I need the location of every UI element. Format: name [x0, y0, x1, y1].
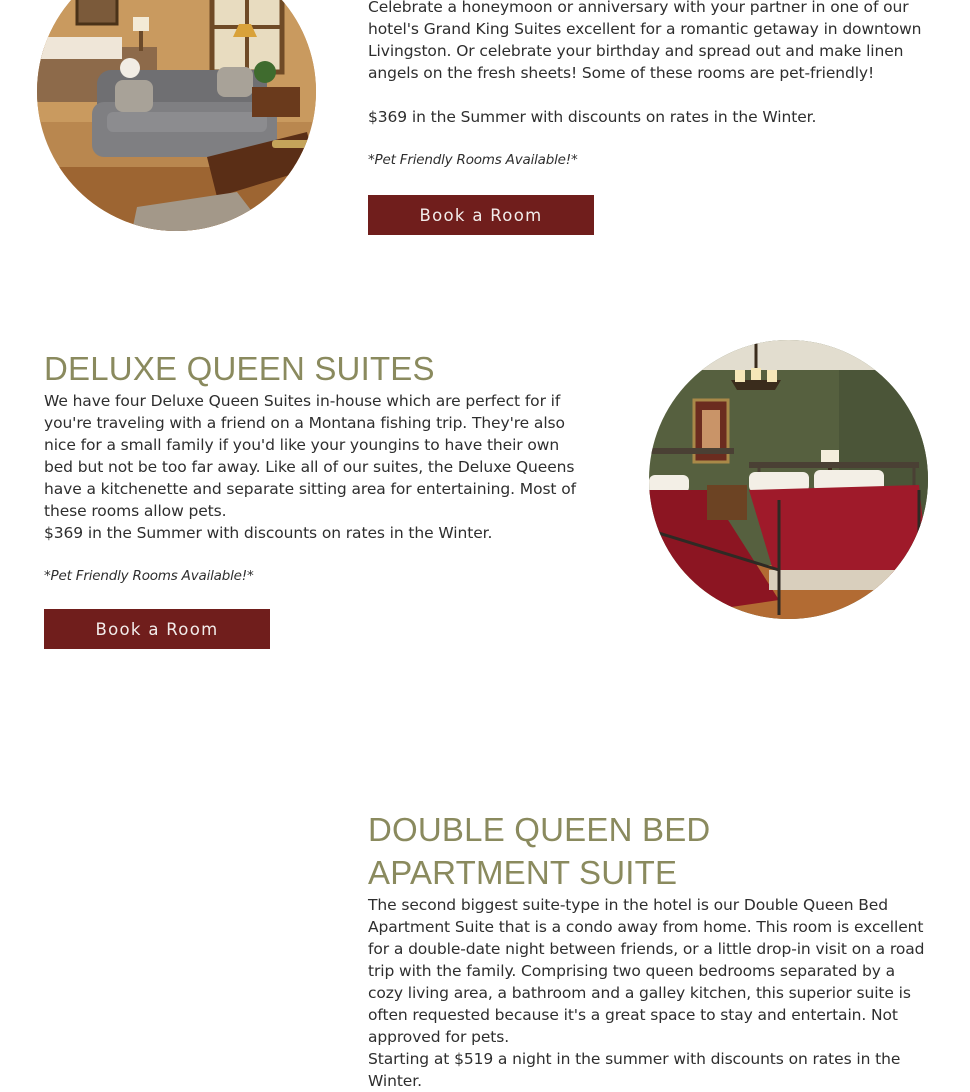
deluxe-queen-description: We have four Deluxe Queen Suites in-house which are perfect for if you're traveling with a friend on a Montana fishing trip. They're also nice for a small family if you'd like your youngins to have their own bed but not be too far away. Like all of our suites, the Deluxe Queens have a kitchenette and separate sitting area for entertaining. Most of these rooms allow pets. — [44, 392, 576, 520]
grand-king-room-photo — [37, 0, 316, 231]
deluxe-queen-pet-note: *Pet Friendly Rooms Available!* — [44, 568, 254, 584]
double-queen-price: Starting at $519 a night in the summer with discounts on rates in the Winter. — [368, 1050, 901, 1090]
grand-king-description: Celebrate a honeymoon or anniversary with your partner in one of our hotel's Grand King Suites excellent for a romantic getaway in downtown Livingston. Or celebrate your birthday and spread out and make linen angels on the fresh sheets! Some of these rooms are pet-friendly! — [368, 0, 922, 82]
deluxe-queen-room-photo — [649, 340, 928, 619]
deluxe-queen-book-room-button[interactable]: Book a Room — [44, 609, 270, 649]
grand-king-book-room-button[interactable]: Book a Room — [368, 195, 594, 235]
double-queen-title: DOUBLE QUEEN BED APARTMENT SUITE — [368, 811, 711, 891]
double-queen-description: The second biggest suite-type in the hotel is our Double Queen Bed Apartment Suite that is a condo away from home. This room is excellent for a double-date night between friends, or a little drop-in visit on a road trip with the family. Comprising two queen bedrooms separated by a cozy living area, a bathroom and a galley kitchen, this superior suite is often requested because it's a great space to stay and entertain. Not approved for pets. — [368, 896, 925, 1046]
deluxe-queen-title: DELUXE QUEEN SUITES — [44, 350, 435, 387]
grand-king-price: $369 in the Summer with discounts on rates in the Winter. — [368, 108, 817, 126]
grand-king-pet-note: *Pet Friendly Rooms Available!* — [368, 152, 578, 168]
deluxe-queen-price: $369 in the Summer with discounts on rates in the Winter. — [44, 524, 493, 542]
